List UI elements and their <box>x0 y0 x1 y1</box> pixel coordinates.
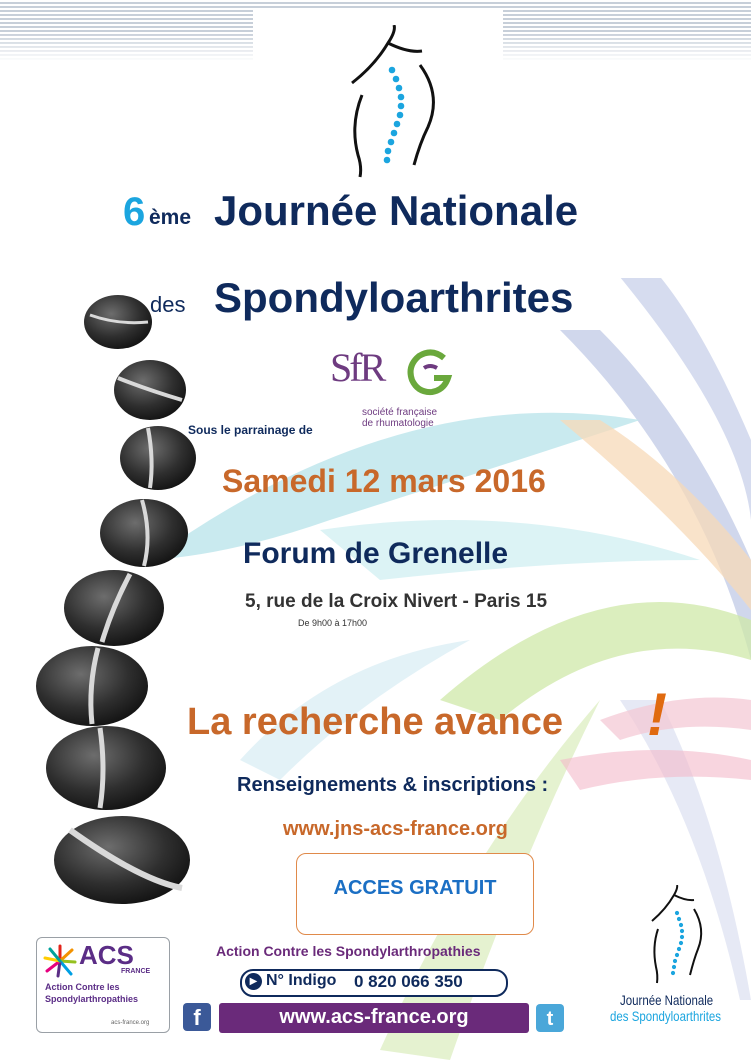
event-address: 5, rue de la Croix Nivert - Paris 15 <box>245 591 548 612</box>
acs-logo-line2: Spondylarthropathies <box>45 994 139 1004</box>
acs-logo-line1: Action Contre les <box>45 982 120 992</box>
corner-logo-line1: Journée Nationale <box>620 992 714 1008</box>
access-label: ACCES GRATUIT <box>333 877 497 899</box>
acs-starburst-icon <box>42 944 78 978</box>
arrow-right-icon: ▶ <box>245 973 262 990</box>
sfr-logo-text: SfR <box>330 345 384 390</box>
sfr-logo-icon <box>404 348 454 398</box>
event-hours: De 9h00 à 17h00 <box>298 618 368 628</box>
acs-logo-letters: ACS <box>79 940 134 970</box>
tagline: La recherche avance <box>187 701 564 743</box>
event-date: Samedi 12 mars 2016 <box>222 463 546 499</box>
title-prefix: des <box>150 292 186 317</box>
patronage-label: Sous le parrainage de <box>188 423 313 437</box>
facebook-icon[interactable]: f <box>183 1003 211 1031</box>
info-label: Renseignements & inscriptions : <box>237 774 549 796</box>
acs-logo-url: acs-france.org <box>111 1020 150 1026</box>
acs-logo-country: FRANCE <box>121 968 151 975</box>
corner-logo-line2: des Spondyloarthrites <box>610 1008 722 1024</box>
edition-suffix: ème <box>149 206 192 229</box>
corner-spine-logo-icon <box>640 885 710 985</box>
title-line1: Journée Nationale <box>214 187 579 234</box>
indigo-number: 0 820 066 350 <box>354 972 463 991</box>
spine-logo-icon <box>330 25 450 180</box>
association-name: Action Contre les Spondylarthropathies <box>216 943 481 959</box>
pebble-stack-image <box>30 290 230 930</box>
patron-name-line1: société française <box>362 407 438 418</box>
exclamation-mark: ! <box>647 681 667 748</box>
twitter-icon[interactable]: t <box>536 1004 564 1032</box>
indigo-label: N° Indigo <box>266 972 337 989</box>
edition-number: 6 <box>123 190 146 234</box>
event-venue: Forum de Grenelle <box>243 537 509 570</box>
event-website-link[interactable]: www.jns-acs-france.org <box>283 818 508 840</box>
title-line2: Spondyloarthrites <box>214 274 574 321</box>
patron-name-line2: de rhumatologie <box>362 418 434 429</box>
acs-website-link[interactable]: www.acs-france.org <box>279 1006 469 1028</box>
